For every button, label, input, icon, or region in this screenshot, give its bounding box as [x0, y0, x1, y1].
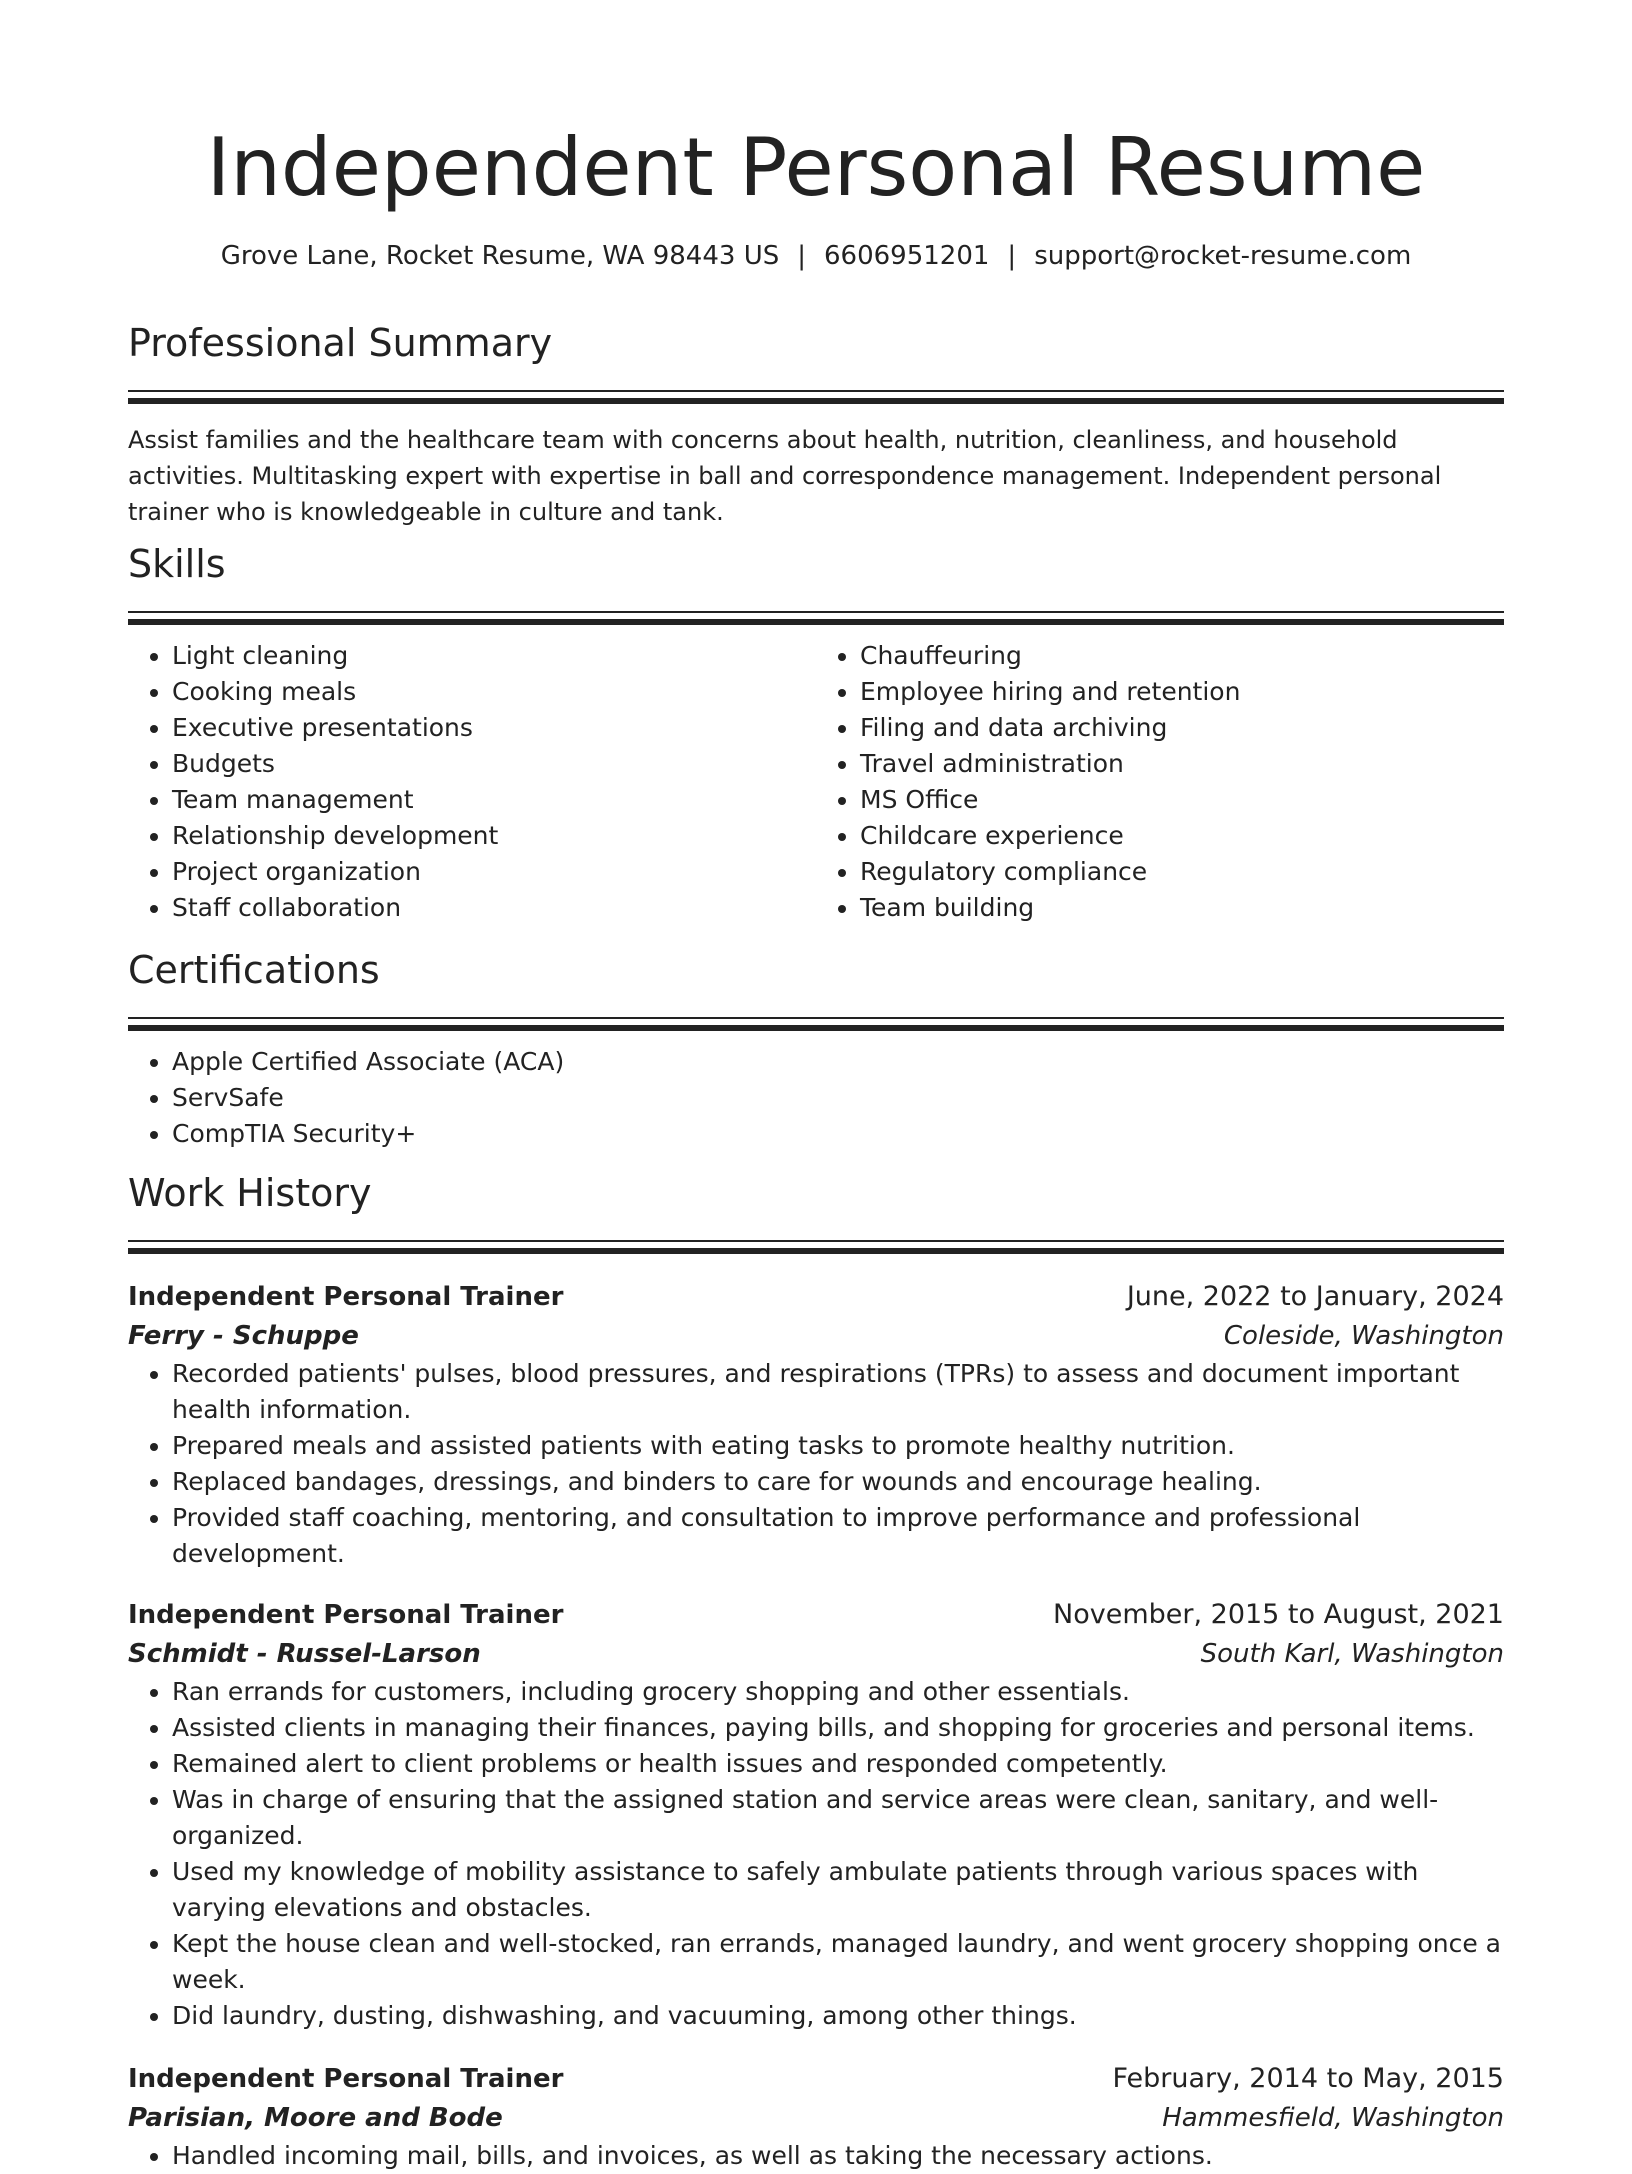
summary-text: Assist families and the healthcare team with concerns about health, nutrition, cleanliness, and household activities. Multitasking expert with expertise in ball and correspondence management. Independent personal trainer who is knowledgeable in culture and tank. — [128, 426, 1442, 526]
certifications-list — [128, 1044, 1504, 1152]
section-divider — [128, 390, 1504, 392]
job-company: Schmidt - Russel-Larson — [128, 1639, 481, 1669]
job-location: Coleside, Washington — [1223, 1321, 1504, 1351]
contact-separator: | — [797, 241, 806, 271]
job-title: Independent Personal Trainer — [128, 1600, 564, 1630]
job-location: South Karl, Washington — [1200, 1639, 1504, 1669]
section-divider — [128, 619, 1504, 625]
job-entry — [128, 2060, 1504, 2174]
list-item: • Kept the house clean and well-stocked, ran errands, managed laundry, and went grocery shopping once a week. — [172, 1926, 1504, 1998]
section-divider — [128, 398, 1504, 404]
skills-list-left — [128, 638, 816, 926]
list-item: • Apple Certified Associate (ACA) — [172, 1044, 1504, 1080]
skills-list-right — [816, 638, 1504, 926]
summary-section — [128, 318, 1504, 530]
contact-email: support@rocket-resume.com — [1034, 241, 1412, 271]
job-title: Independent Personal Trainer — [128, 1282, 564, 1312]
job-entry — [128, 1596, 1504, 2034]
job-company: Parisian, Moore and Bode — [128, 2103, 503, 2133]
list-item: • Project organization — [172, 854, 816, 890]
section-divider — [128, 1017, 1504, 1019]
list-item: • Provided staff coaching, mentoring, and consultation to improve performance and professional development. — [172, 1500, 1504, 1572]
list-item: • Relationship development — [172, 818, 816, 854]
list-item: • Did laundry, dusting, dishwashing, and vacuuming, among other things. — [172, 1998, 1504, 2034]
list-item: • Budgets — [172, 746, 816, 782]
list-item: • Used my knowledge of mobility assistance to safely ambulate patients through various spaces with varying elevations and obstacles. — [172, 1854, 1504, 1926]
list-item: • Prepared meals and assisted patients with eating tasks to promote healthy nutrition. — [172, 1428, 1504, 1464]
list-item: • Was in charge of ensuring that the assigned station and service areas were clean, sanitary, and well-organized. — [172, 1782, 1504, 1854]
section-divider — [128, 611, 1504, 613]
list-item: • Childcare experience — [860, 818, 1504, 854]
contact-line — [128, 238, 1504, 274]
section-title: Skills — [128, 542, 226, 586]
list-item: • Regulatory compliance — [860, 854, 1504, 890]
list-item: • Recorded patients' pulses, blood pressures, and respirations (TPRs) to assess and document important health information. — [172, 1356, 1504, 1428]
list-item: • Team management — [172, 782, 816, 818]
contact-address: Grove Lane, Rocket Resume, WA 98443 US — [220, 241, 780, 271]
list-item: • ServSafe — [172, 1080, 1504, 1116]
section-divider — [128, 1248, 1504, 1254]
job-entry — [128, 1278, 1504, 1572]
list-item: • Assisted clients in managing their finances, paying bills, and shopping for groceries and personal items. — [172, 1710, 1504, 1746]
list-item: • Employee hiring and retention — [860, 674, 1504, 710]
list-item: • Staff collaboration — [172, 890, 816, 926]
list-item: • MS Office — [860, 782, 1504, 818]
jobs-list — [128, 1278, 1504, 2174]
section-divider — [128, 1025, 1504, 1031]
list-item: • Travel administration — [860, 746, 1504, 782]
list-item: • Team building — [860, 890, 1504, 926]
skills-columns — [128, 638, 1504, 926]
job-company: Ferry - Schuppe — [128, 1321, 359, 1351]
job-header — [128, 1596, 1504, 1674]
job-dates: November, 2015 to August, 2021 — [1053, 1599, 1504, 1630]
job-dates: June, 2022 to January, 2024 — [1126, 1281, 1504, 1312]
work-history-section — [128, 1168, 1504, 2174]
job-duties-list — [128, 2138, 1504, 2174]
list-item: • Light cleaning — [172, 638, 816, 674]
contact-phone: 6606951201 — [824, 241, 990, 271]
contact-separator: | — [1007, 241, 1017, 271]
list-item: • Chauffeuring — [860, 638, 1504, 674]
resume-name: Independent Personal Resume — [206, 121, 1426, 214]
job-duties-list — [128, 1356, 1504, 1572]
section-divider — [128, 1240, 1504, 1242]
list-item: • Cooking meals — [172, 674, 816, 710]
list-item: • Ran errands for customers, including grocery shopping and other essentials. — [172, 1674, 1504, 1710]
section-title: Work History — [128, 1171, 372, 1215]
section-title: Professional Summary — [128, 321, 553, 365]
list-item: • Executive presentations — [172, 710, 816, 746]
job-header — [128, 1278, 1504, 1356]
list-item: • Remained alert to client problems or health issues and responded competently. — [172, 1746, 1504, 1782]
certifications-section — [128, 945, 1504, 1152]
list-item: • Handled incoming mail, bills, and invoices, as well as taking the necessary actions. — [172, 2138, 1504, 2174]
list-item: • Filing and data archiving — [860, 710, 1504, 746]
list-item: • Replaced bandages, dressings, and binders to care for wounds and encourage healing. — [172, 1464, 1504, 1500]
job-dates: February, 2014 to May, 2015 — [1112, 2063, 1504, 2094]
skills-section — [128, 539, 1504, 926]
section-title: Certifications — [128, 948, 380, 992]
job-duties-list — [128, 1674, 1504, 2034]
job-title: Independent Personal Trainer — [128, 2064, 564, 2094]
job-location: Hammesfield, Washington — [1162, 2103, 1504, 2133]
job-header — [128, 2060, 1504, 2138]
list-item: • CompTIA Security+ — [172, 1116, 1504, 1152]
